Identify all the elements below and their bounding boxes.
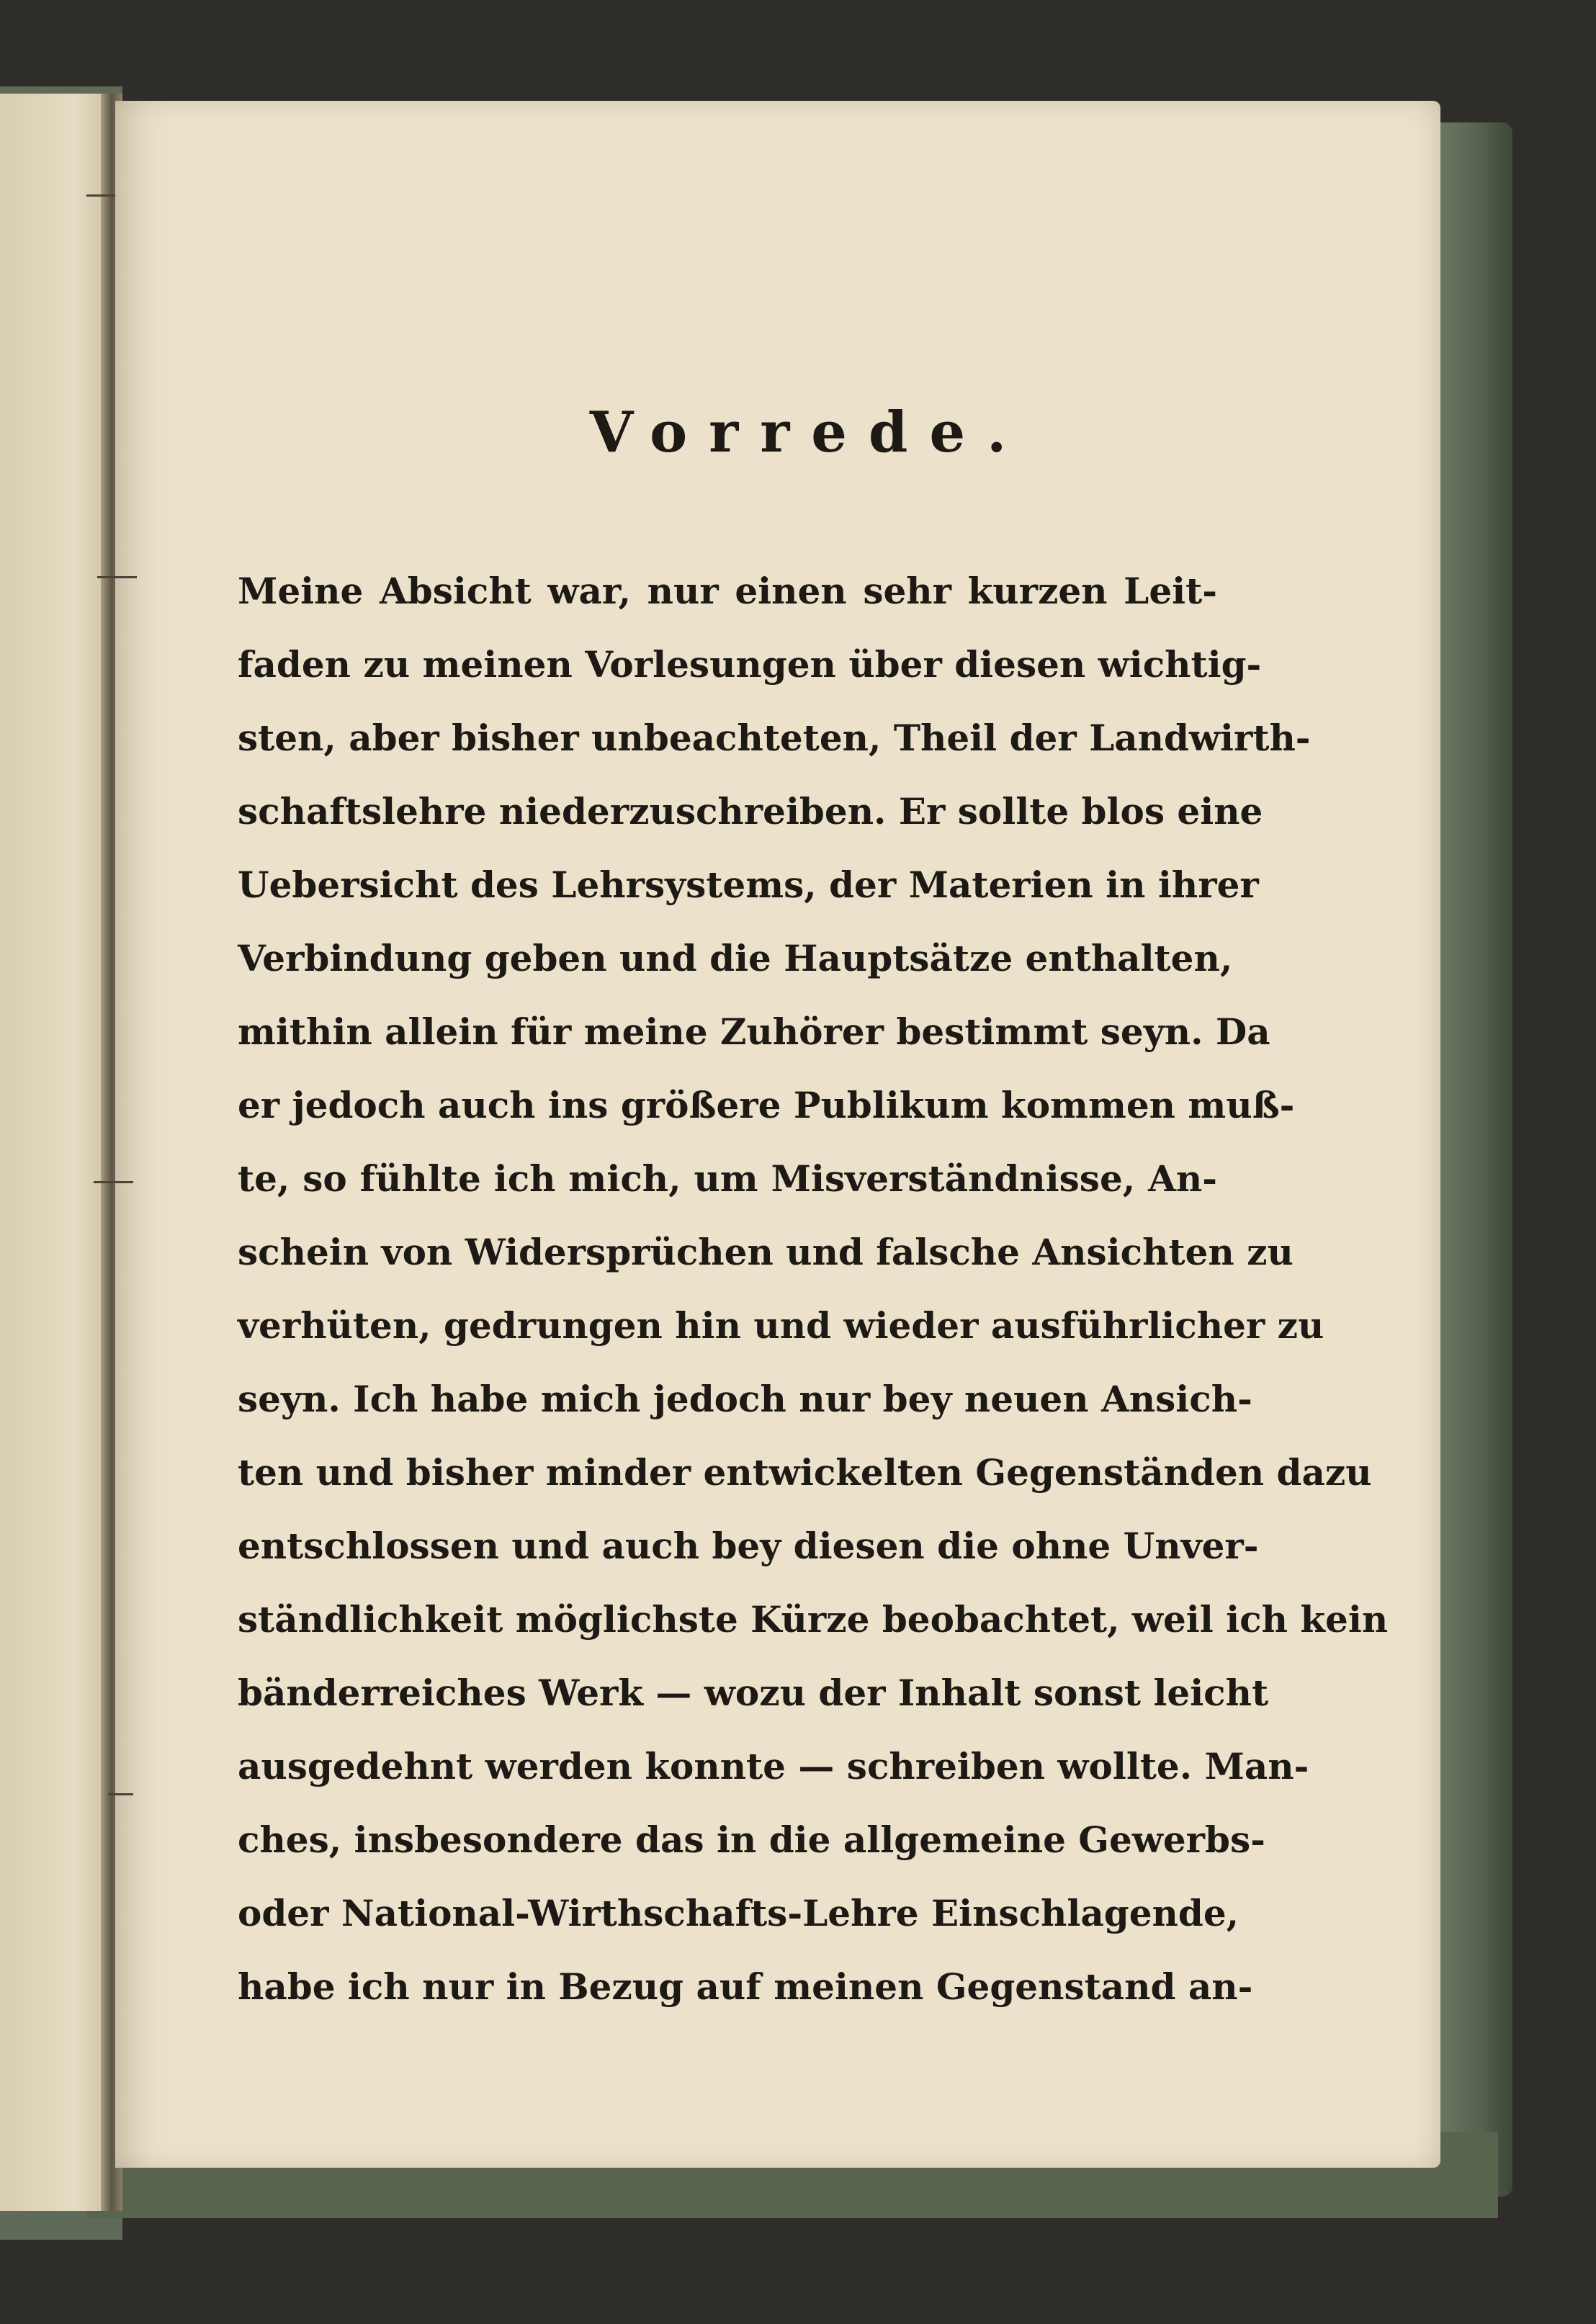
text-line: Verbindung geben und die Hauptsätze enthalten,: [238, 937, 1233, 979]
text-line: schein von Widersprüchen und falsche Ansichten zu: [238, 1231, 1294, 1273]
text-line: sten, aber bisher unbeachteten, Theil der Landwirth-: [238, 717, 1311, 759]
body-text: [238, 555, 1389, 2024]
text-line: ständlichkeit möglichste Kürze beobachtet, weil ich kein: [238, 1598, 1389, 1641]
margin-mark: [108, 1793, 133, 1795]
text-line: ches, insbesondere das in die allgemeine Gewerbs-: [238, 1818, 1265, 1861]
text-line: bänderreiches Werk — wozu der Inhalt sonst leicht: [238, 1672, 1269, 1714]
text-line: er jedoch auch ins größere Publikum kommen muß-: [238, 1084, 1295, 1126]
text-line: seyn. Ich habe mich jedoch nur bey neuen Ansich-: [238, 1378, 1252, 1420]
margin-mark: [97, 576, 137, 578]
text-line: oder National-Wirthschafts-Lehre Einschlagende,: [238, 1892, 1239, 1934]
page-heading: Vorrede.: [589, 400, 1028, 465]
text-line: mithin allein für meine Zuhörer bestimmt seyn. Da: [238, 1010, 1270, 1053]
text-line: habe ich nur in Bezug auf meinen Gegenstand an-: [238, 1965, 1253, 2008]
text-line: schaftslehre niederzuschreiben. Er sollte blos eine: [238, 790, 1263, 833]
text-line: verhüten, gedrungen hin und wieder ausführlicher zu: [238, 1304, 1324, 1347]
text-line: faden zu meinen Vorlesungen über diesen wichtig-: [238, 643, 1262, 686]
text-line: entschlossen und auch bey diesen die ohne Unver-: [238, 1525, 1259, 1567]
text-line: Meine Absicht war, nur einen sehr kurzen Leit-: [238, 570, 1217, 612]
margin-mark: [86, 194, 115, 197]
margin-mark: [94, 1181, 133, 1183]
text-line: ten und bisher minder entwickelten Gegenständen dazu: [238, 1451, 1372, 1494]
text-line: ausgedehnt werden konnte — schreiben wollte. Man-: [238, 1745, 1309, 1787]
text-line: Uebersicht des Lehrsystems, der Materien in ihrer: [238, 863, 1259, 906]
text-line: te, so fühlte ich mich, um Misverständnisse, An-: [238, 1157, 1217, 1200]
